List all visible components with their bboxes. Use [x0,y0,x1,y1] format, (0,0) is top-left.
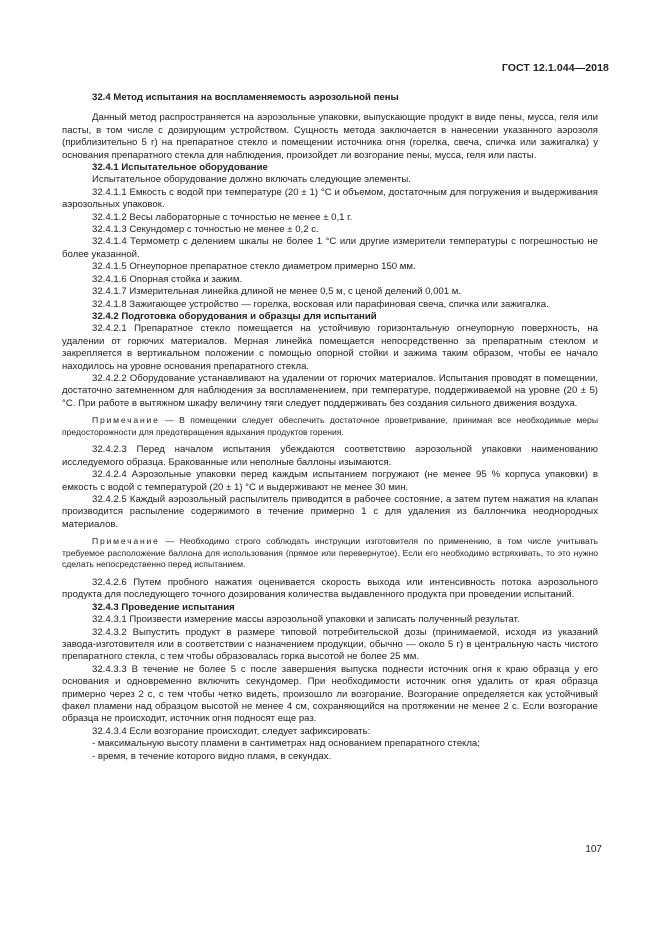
intro-paragraph: Данный метод распространяется на аэрозольные упаковки, выпускающие продукт в виде пены, мусса, геля или пасты, в том числе с дозирующим устройством. Сущность метода заключается в нанесении указанного аэрозоля (приблизительно 5 г) на препаратное стекло и помещении источника огня (горелка, свеча, спичка или зажигалка) у основания препаратного стекла для наблюдения, произойдет ли возгорание пены, мусса, геля или пасты. [62,112,598,161]
prep-paragraph: 32.4.2.4 Аэрозольные упаковки перед каждым испытанием погружают (не менее 95 % корпуса упаковки) в емкость с водой с температурой (20 ± 1) °С и выдерживают не менее 30 мин. [62,469,598,493]
page-number: 107 [585,844,602,855]
note-label: Примечание [92,536,160,547]
prep-paragraph: 32.4.2.3 Перед началом испытания убеждаются соответствию аэрозольной упаковки наименованию исследуемого образца. Бракованные или неполные баллоны изымаются. [62,444,598,468]
prep-paragraph: 32.4.2.5 Каждый аэрозольный распылитель приводится в рабочее состояние, а затем путем нажатия на клапан производится распыление содержимого в течение примерно 1 с для удаления из баллончика неоднородных материалов. [62,493,598,530]
equipment-item: 32.4.1.1 Емкость с водой при температуре (20 ± 1) °С и объемом, достаточным для погружения и выдерживания аэрозольных упаковок. [62,186,598,211]
note-text: — В помещении следует обеспечить достаточное проветривание, принимая все необходимые меры предосторожности для предотвращения вдыхания продуктов горения. [62,415,598,437]
heading-conduct: 32.4.3 Проведение испытания [92,601,235,613]
list-item: - время, в течение которого видно пламя, в секундах. [92,750,332,762]
equipment-item: 32.4.1.7 Измерительная линейка длиной не менее 0,5 м, с ценой делений 0,001 м. [92,286,462,298]
equipment-item: 32.4.1.6 Опорная стойка и зажим. [92,273,243,285]
conduct-paragraph: 32.4.3.3 В течение не более 5 с после завершения выпуска поднести источник огня к краю образца у его основания и одновременно включить секундомер. При необходимости источник огня удалить от края образца примерно через 2 с, с тем чтобы четко видеть, произошло ли возгорание. Возгорание определяется как устойчивый факел пламени над образцом высотой не менее 4 см, сохраняющийся на протяжении не менее 2 с. Если возгорание образца не происходит, источник огня подносят еще раз. [62,663,598,725]
equipment-item: 32.4.1.5 Огнеупорное препаратное стекло диаметром примерно 150 мм. [92,261,416,273]
note-label: Примечание [92,415,160,426]
heading-equipment: 32.4.1 Испытательное оборудование [92,162,268,174]
list-item: - максимальную высоту пламени в сантиметрах над основанием препаратного стекла; [92,738,480,750]
note-1 [62,415,598,438]
note-text: — Необходимо строго соблюдать инструкции изготовителя по применению, в том числе учитывать требуемое расположение баллона для использования (прямое или перевернутое). Если его необходимо встряхивать, то это нужно сделать непосредственно перед испытанием. [62,536,598,570]
equipment-item: 32.4.1.8 Зажигающее устройство — горелка, восковая или парафиновая свеча, спичка или зажигалка. [92,298,549,310]
heading-preparation: 32.4.2 Подготовка оборудования и образцы для испытаний [92,310,377,322]
prep-paragraph: 32.4.2.1 Препаратное стекло помещается на устойчивую горизонтальную огнеупорную поверхность, на удалении от горючих материалов. Мерная линейка помещается непосредственно за препаратным стеклом и закрепляется в вертикальном положении с помощью опорной стойки и зажима таким образом, чтобы ее начало находилось на уровне основания препаратного стекла. [62,323,598,372]
prep-paragraph: 32.4.2.6 Путем пробного нажатия оценивается скорость выхода или интенсивность потока аэрозольного продукта для последующего точного дозирования количества выдавленного продукта при проведении испытаний. [62,576,598,601]
equipment-item: 32.4.1.4 Термометр с делением шкалы не более 1 °С или другие измерители температуры с погрешностью не более указанной. [62,236,598,260]
conduct-paragraph: 32.4.3.1 Произвести измерение массы аэрозольной упаковки и записать полученный результат. [92,614,520,626]
equipment-item: 32.4.1.3 Секундомер с точностью не менее ± 0,2 с. [92,224,319,236]
prep-paragraph: 32.4.2.2 Оборудование устанавливают на удалении от горючих материалов. Испытания проводят в помещении, достаточно затемненном для наблюдения за воспламенением, при температуре, поддерживаемой на уровне (20 ± 5) °С. При работе в вытяжном шкафу величину тяги следует поддерживать без создания сильного движения воздуха. [62,372,598,409]
conduct-paragraph: 32.4.3.4 Если возгорание происходит, следует зафиксировать: [92,725,371,737]
equipment-intro: Испытательное оборудование должно включать следующие элементы. [92,174,411,186]
document-header: ГОСТ 12.1.044—2018 [501,62,609,74]
equipment-item: 32.4.1.2 Весы лабораторные с точностью не менее ± 0,1 г. [92,211,353,223]
section-title: 32.4 Метод испытания на воспламеняемость аэрозольной пены [92,92,399,103]
document-body [62,92,598,763]
note-2 [62,536,598,571]
conduct-paragraph: 32.4.3.2 Выпустить продукт в размере типовой потребительской дозы (принимаемой, исходя из указаний завода-изготовителя или в соответствии с назначением продукции, обычно — около 5 г) в центральную часть чистого препаратного стекла, с тем чтобы образовалась горка высотой не более 25 мм. [62,626,598,663]
